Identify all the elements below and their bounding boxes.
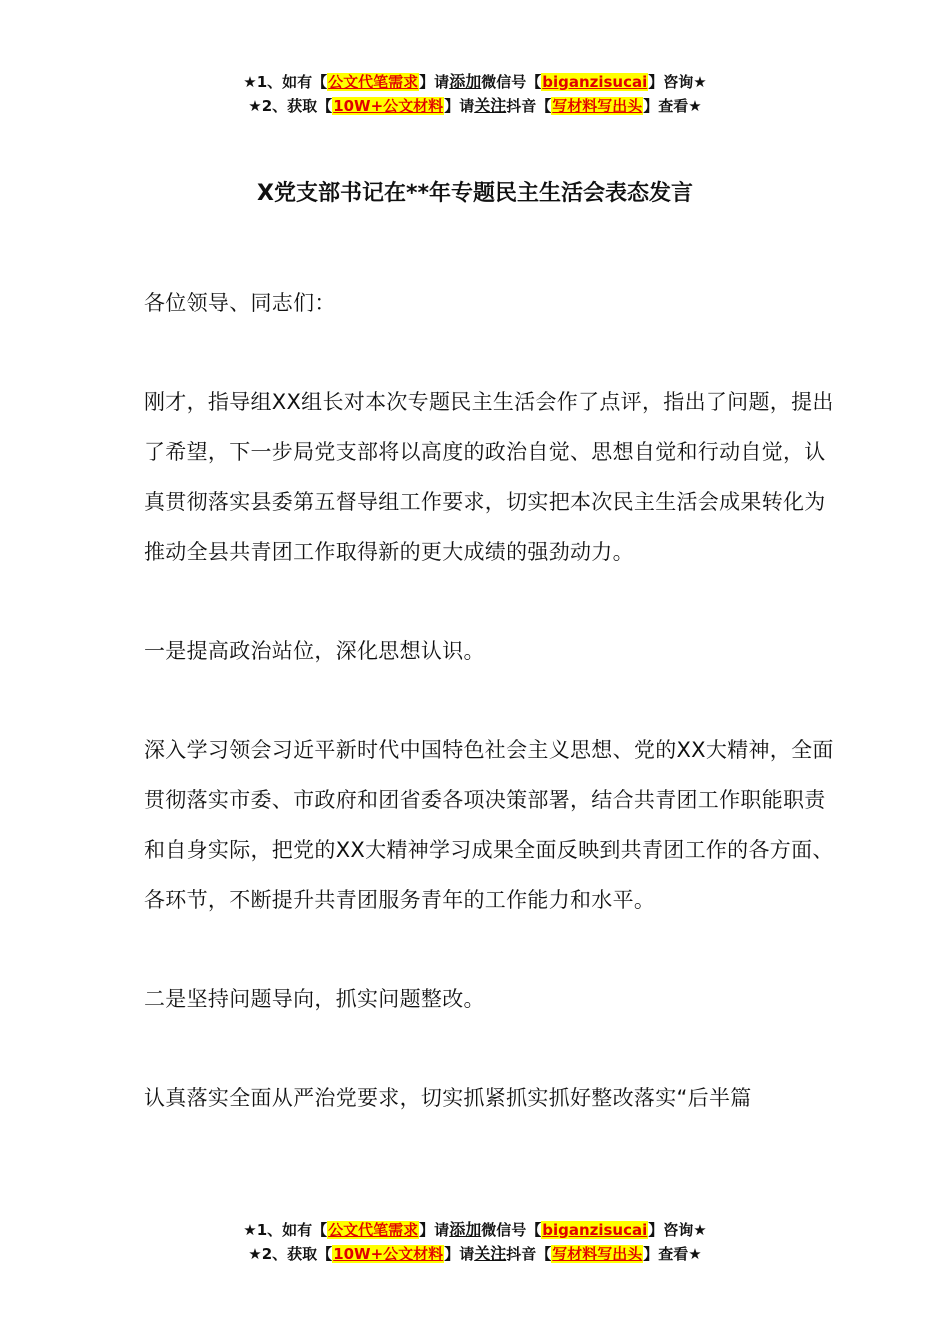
promo-text: 抖音【 (506, 1245, 552, 1263)
promo-text: 】请 (444, 97, 475, 115)
section-heading: 一是提高政治站位，深化思想认识。 (144, 639, 485, 663)
promo-highlight: 10W+公文材料 (333, 1245, 444, 1263)
promo-underline: 关注 (474, 96, 507, 115)
promo-douyin-id: 写材料写出头 (552, 1245, 643, 1263)
promo-text: 微信号【 (481, 1221, 542, 1239)
document-body (144, 278, 834, 1123)
promo-text: 】请 (419, 73, 450, 91)
promo-wechat-id: biganzisucai (542, 73, 648, 91)
promo-highlight: 10W+公文材料 (333, 97, 444, 115)
promo-text: 】咨询★ (648, 73, 707, 91)
promo-text: 】查看★ (643, 97, 702, 115)
promo-text: 】咨询★ (648, 1221, 707, 1239)
promo-line-2 (0, 1242, 950, 1266)
promo-text: 】请 (444, 1245, 475, 1263)
promo-text: 】查看★ (643, 1245, 702, 1263)
promo-underline: 添加 (449, 1220, 482, 1239)
promo-underline: 关注 (474, 1244, 507, 1263)
salutation: 各位领导、同志们： (144, 291, 336, 315)
promo-text: ★1、如有【 (243, 1221, 328, 1239)
promo-text: 抖音【 (506, 97, 552, 115)
body-paragraph: 刚才，指导组XX组长对本次专题民主生活会作了点评，指出了问题，提出了希望，下一步局党支部将以高度的政治自觉、思想自觉和行动自觉，认真贯彻落实县委第五督导组工作要求，切实把本次民主生活会成果转化为推动全县共青团工作取得新的更大成绩的强劲动力。 (144, 390, 834, 564)
document-title: X党支部书记在**年专题民主生活会表态发言 (257, 181, 693, 206)
promo-text: ★2、获取【 (248, 97, 333, 115)
promo-douyin-id: 写材料写出头 (552, 97, 643, 115)
bottom-promo-banner (0, 1218, 950, 1266)
section-heading: 二是坚持问题导向，抓实问题整改。 (144, 987, 485, 1011)
promo-underline: 添加 (449, 72, 482, 91)
promo-line-2 (0, 94, 950, 118)
promo-wechat-id: biganzisucai (542, 1221, 648, 1239)
promo-text: 】请 (419, 1221, 450, 1239)
promo-line-1 (0, 1218, 950, 1242)
body-paragraph: 深入学习领会习近平新时代中国特色社会主义思想、党的XX大精神，全面贯彻落实市委、市政府和团省委各项决策部署，结合共青团工作职能职责和自身实际，把党的XX大精神学习成果全面反映到共青团工作的各方面、各环节，不断提升共青团服务青年的工作能力和水平。 (144, 738, 834, 912)
promo-text: ★1、如有【 (243, 73, 328, 91)
promo-highlight: 公文代笔需求 (328, 73, 419, 91)
top-promo-banner (0, 70, 950, 118)
body-paragraph: 认真落实全面从严治党要求，切实抓紧抓实抓好整改落实“后半篇 (144, 1086, 752, 1110)
promo-highlight: 公文代笔需求 (328, 1221, 419, 1239)
promo-text: 微信号【 (481, 73, 542, 91)
promo-text: ★2、获取【 (248, 1245, 333, 1263)
promo-line-1 (0, 70, 950, 94)
